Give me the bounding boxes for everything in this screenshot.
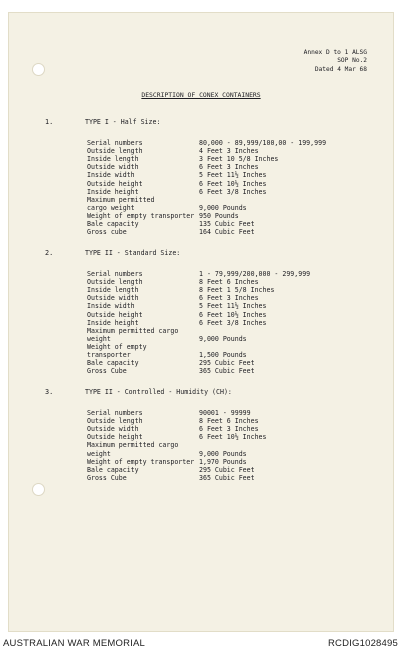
spec-value: 1,500 Pounds [199, 351, 247, 359]
spec-value: 5 Feet 11½ Inches [199, 302, 267, 311]
spec-label: Inside height [87, 318, 139, 327]
spec-value: 8 Feet 1 5/8 Inches [199, 286, 275, 295]
section-number: 2. [45, 249, 54, 257]
spec-value: 6 Feet 3 Inches [199, 163, 259, 172]
spec-value: 5 Feet 11½ Inches [199, 171, 267, 180]
spec-value: 9,000 Pounds [199, 203, 247, 212]
spec-value: 365 Cubic Feet [199, 367, 255, 376]
section-heading: TYPE II - Standard Size: [85, 249, 181, 257]
spec-label: Outside height [87, 179, 143, 188]
spec-value: 1 - 79,999/200,000 - 299,999 [199, 270, 311, 278]
spec-label: Outside length [87, 278, 143, 287]
spec-label: Inside width [87, 171, 135, 180]
section-number: 3. [45, 388, 54, 396]
spec-value: 6 Feet 3/8 Inches [199, 318, 267, 327]
annex-sop-line: SOP No.2 [337, 57, 367, 64]
spec-value: 295 Cubic Feet [199, 465, 255, 474]
spec-label: Inside height [87, 187, 139, 196]
spec-value: 6 Feet 10½ Inches [199, 179, 267, 188]
spec-label: Outside height [87, 433, 143, 442]
spec-value: 295 Cubic Feet [199, 359, 255, 368]
spec-label: Outside width [87, 163, 139, 172]
section-heading: TYPE I - Half Size: [85, 118, 161, 126]
spec-label: Gross Cube [87, 367, 127, 376]
spec-value: 6 Feet 10½ Inches [199, 310, 267, 319]
spec-label: Serial numbers [87, 409, 143, 417]
spec-value: 8 Feet 6 Inches [199, 417, 259, 426]
spec-value: 4 Feet 3 Inches [199, 147, 259, 156]
spec-value: 3 Feet 10 5/8 Inches [199, 155, 279, 164]
spec-label: transporter [87, 351, 131, 359]
section-heading: TYPE II - Controlled - Humidity (CH): [85, 388, 232, 396]
spec-label: Gross cube [87, 228, 127, 237]
spec-label: Outside height [87, 310, 143, 319]
spec-label: Maximum permitted cargo [87, 326, 179, 335]
spec-label: Weight of empty transporter [87, 457, 195, 466]
spec-value: 6 Feet 10½ Inches [199, 433, 267, 442]
spec-label: Inside length [87, 155, 139, 164]
document-page [8, 12, 394, 632]
spec-value: 6 Feet 3 Inches [199, 294, 259, 303]
spec-label: Serial numbers [87, 139, 143, 147]
punch-hole [32, 63, 45, 76]
spec-label: Maximum permitted [87, 195, 155, 204]
footer-source: AUSTRALIAN WAR MEMORIAL [3, 638, 146, 649]
spec-label: Bale capacity [87, 359, 139, 368]
spec-value: 9,000 Pounds [199, 334, 247, 343]
spec-value: 90001 - 99999 [199, 409, 251, 417]
spec-label: weight [87, 334, 111, 343]
spec-value: 80,000 - 89,999/100,00 - 199,999 [199, 139, 327, 147]
spec-label: Weight of empty transporter [87, 211, 195, 220]
spec-label: Outside length [87, 147, 143, 156]
spec-label: Inside width [87, 302, 135, 311]
spec-value: 6 Feet 3/8 Inches [199, 187, 267, 196]
annex-date-line: Dated 4 Mar 68 [314, 66, 367, 73]
spec-label: Weight of empty [87, 342, 147, 351]
section-number: 1. [45, 118, 54, 126]
footer-id: RCDIG1028495 [328, 638, 398, 649]
spec-value: 6 Feet 3 Inches [199, 425, 259, 434]
spec-value: 1,970 Pounds [199, 457, 247, 466]
page-title: DESCRIPTION OF CONEX CONTAINERS [141, 91, 261, 99]
spec-label: Serial numbers [87, 270, 143, 278]
spec-label: Outside width [87, 425, 139, 434]
spec-value: 950 Pounds [199, 211, 239, 220]
spec-value: 8 Feet 6 Inches [199, 278, 259, 287]
spec-label: Outside length [87, 417, 143, 426]
annex-reference-line: Annex D to 1 ALSG [303, 49, 367, 56]
spec-label: Gross Cube [87, 473, 127, 482]
spec-value: 164 Cubic Feet [199, 228, 255, 237]
spec-label: Outside width [87, 294, 139, 303]
spec-value: 9,000 Pounds [199, 449, 247, 458]
spec-value: 365 Cubic Feet [199, 473, 255, 482]
spec-value: 135 Cubic Feet [199, 220, 255, 228]
spec-label: cargo weight [87, 203, 135, 212]
spec-label: Maximum permitted cargo [87, 441, 179, 450]
spec-label: weight [87, 449, 111, 458]
spec-label: Inside length [87, 286, 139, 295]
spec-label: Bale capacity [87, 220, 139, 228]
spec-label: Bale capacity [87, 465, 139, 474]
punch-hole [32, 483, 45, 496]
